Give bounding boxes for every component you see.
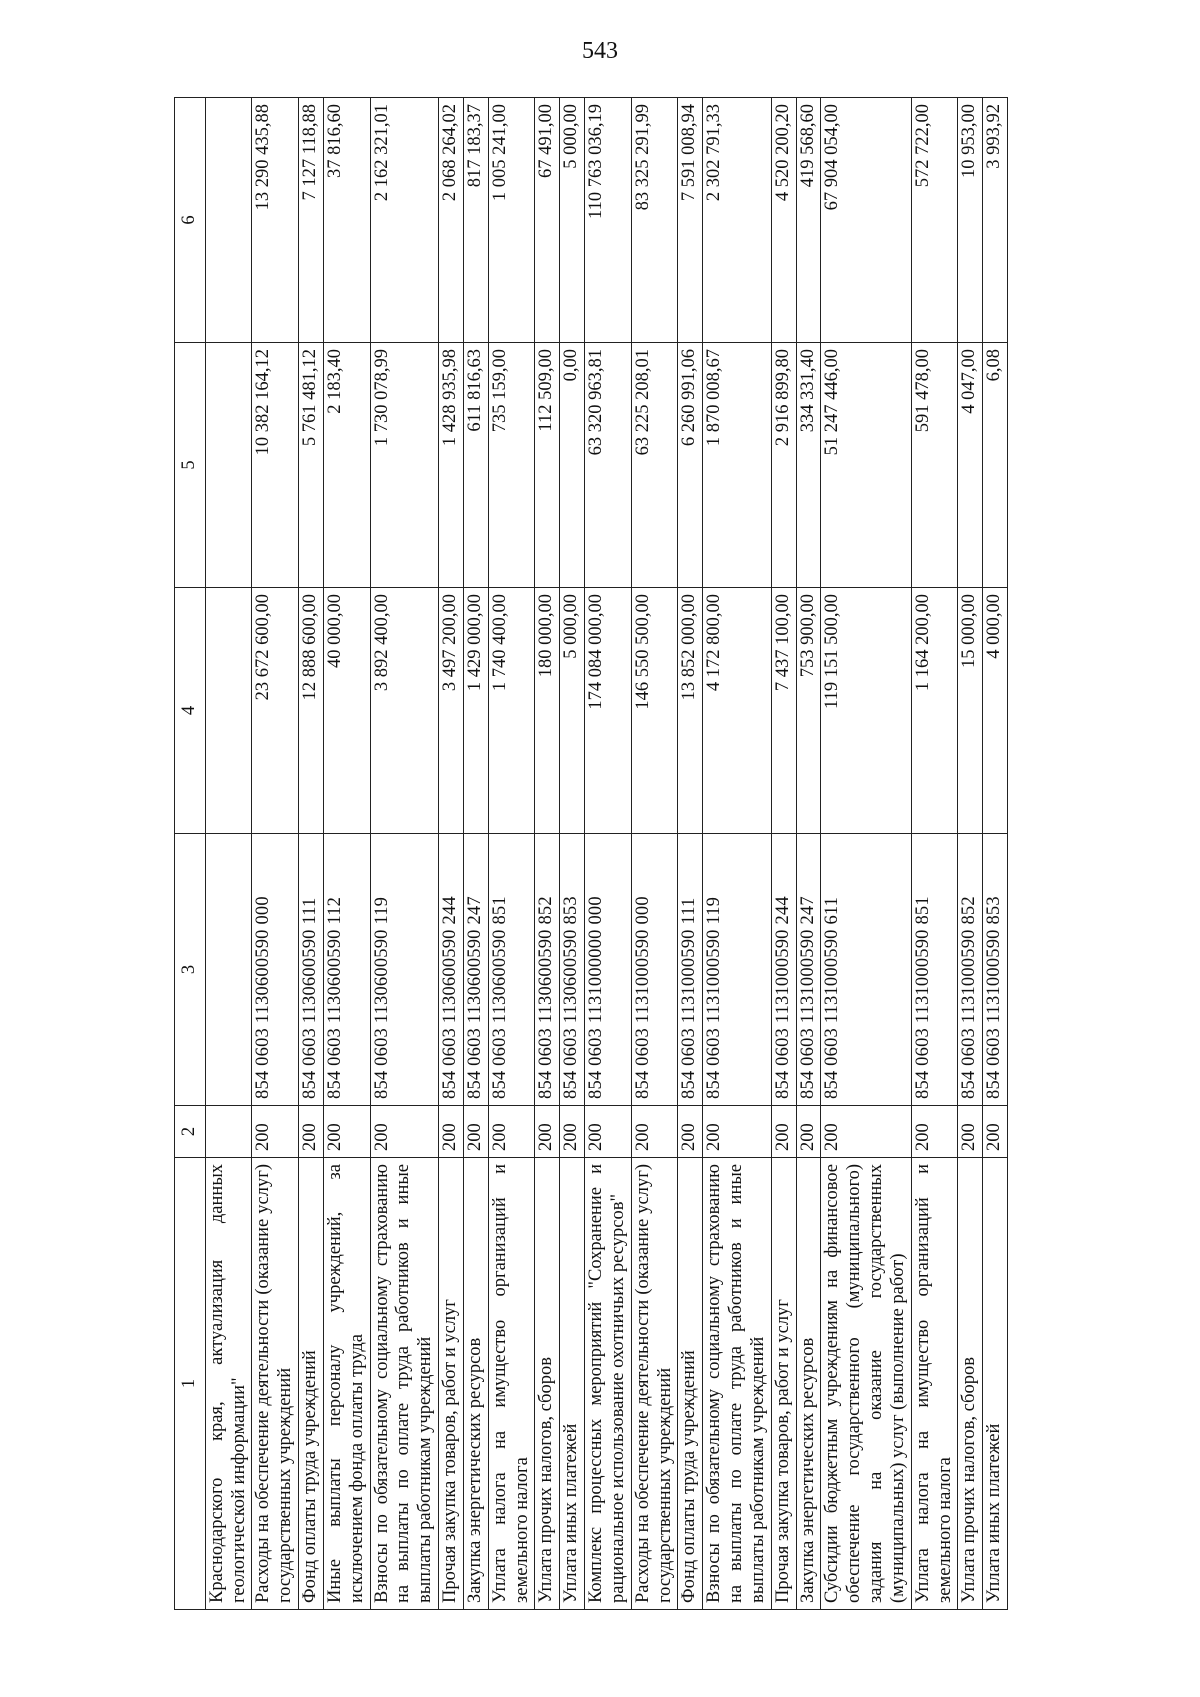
table-row bbox=[439, 98, 464, 1610]
table-row bbox=[703, 98, 771, 1610]
classification-code-cell: 854 0603 1131000590 852 bbox=[958, 834, 983, 1106]
approved-amount-cell: 3 892 400,00 bbox=[370, 588, 438, 834]
unexecuted-amount-cell: 13 290 435,88 bbox=[252, 98, 299, 343]
approved-amount-cell: 3 497 200,00 bbox=[439, 588, 464, 834]
unexecuted-amount-cell: 10 953,00 bbox=[958, 98, 983, 343]
item-name-cell: Взносы по обязательному социальному страхованию на выплаты по оплате труда работников и иные выплаты работникам учреждений bbox=[370, 1158, 438, 1610]
table-row bbox=[631, 98, 678, 1610]
classification-code-cell: 854 0603 1131000590 853 bbox=[983, 834, 1008, 1106]
approved-amount-cell: 4 172 800,00 bbox=[703, 588, 771, 834]
approved-amount-cell: 4 000,00 bbox=[983, 588, 1008, 834]
approved-amount-cell: 7 437 100,00 bbox=[771, 588, 796, 834]
table-row bbox=[323, 98, 370, 1610]
executed-amount-cell: 51 247 446,00 bbox=[821, 343, 911, 588]
approved-amount-cell: 119 151 500,00 bbox=[821, 588, 911, 834]
approved-amount-cell: 13 852 000,00 bbox=[678, 588, 703, 834]
approved-amount-cell: 1 429 000,00 bbox=[463, 588, 488, 834]
line-code-cell: 200 bbox=[911, 1106, 958, 1158]
unexecuted-amount-cell: 7 591 008,94 bbox=[678, 98, 703, 343]
classification-code-cell: 854 0603 1130600590 247 bbox=[463, 834, 488, 1106]
classification-code-cell bbox=[205, 834, 252, 1106]
line-code-cell: 200 bbox=[252, 1106, 299, 1158]
classification-code-cell: 854 0603 1131000590 611 bbox=[821, 834, 911, 1106]
executed-amount-cell: 6 260 991,06 bbox=[678, 343, 703, 588]
unexecuted-amount-cell: 7 127 118,88 bbox=[299, 98, 324, 343]
item-name-cell: Фонд оплаты труда учреждений bbox=[678, 1158, 703, 1610]
executed-amount-cell: 0,00 bbox=[560, 343, 585, 588]
item-name-cell: Краснодарского края, актуализация данных геологической информации" bbox=[205, 1158, 252, 1610]
line-code-cell: 200 bbox=[703, 1106, 771, 1158]
table-row bbox=[958, 98, 983, 1610]
table-row bbox=[252, 98, 299, 1610]
item-name-cell: Субсидии бюджетным учреждениям на финансовое обеспечение государственного (муниципального) задания на оказание государственных (муниципальных) услуг (выполнение работ) bbox=[821, 1158, 911, 1610]
line-code-cell: 200 bbox=[678, 1106, 703, 1158]
classification-code-cell: 854 0603 1130600590 112 bbox=[323, 834, 370, 1106]
classification-code-cell: 854 0603 1131000590 000 bbox=[631, 834, 678, 1106]
line-code-cell: 200 bbox=[299, 1106, 324, 1158]
line-code-cell: 200 bbox=[560, 1106, 585, 1158]
item-name-cell: Уплата налога на имущество организаций и земельного налога bbox=[911, 1158, 958, 1610]
line-code-cell: 200 bbox=[463, 1106, 488, 1158]
approved-amount-cell: 180 000,00 bbox=[535, 588, 560, 834]
line-code-cell: 200 bbox=[983, 1106, 1008, 1158]
executed-amount-cell: 1 730 078,99 bbox=[370, 343, 438, 588]
executed-amount-cell: 63 225 208,01 bbox=[631, 343, 678, 588]
line-code-cell: 200 bbox=[771, 1106, 796, 1158]
column-header: 3 bbox=[175, 834, 206, 1106]
executed-amount-cell: 63 320 963,81 bbox=[585, 343, 632, 588]
approved-amount-cell: 1 164 200,00 bbox=[911, 588, 958, 834]
item-name-cell: Взносы по обязательному социальному страхованию на выплаты по оплате труда работников и иные выплаты работникам учреждений bbox=[703, 1158, 771, 1610]
line-code-cell: 200 bbox=[323, 1106, 370, 1158]
line-code-cell: 200 bbox=[370, 1106, 438, 1158]
table-row bbox=[585, 98, 632, 1610]
item-name-cell: Расходы на обеспечение деятельности (оказание услуг) государственных учреждений bbox=[631, 1158, 678, 1610]
approved-amount-cell: 1 740 400,00 bbox=[488, 588, 535, 834]
executed-amount-cell: 10 382 164,12 bbox=[252, 343, 299, 588]
executed-amount-cell: 112 509,00 bbox=[535, 343, 560, 588]
item-name-cell: Комплекс процессных мероприятий "Сохранение и рациональное использование охотничьих ресурсов" bbox=[585, 1158, 632, 1610]
table-header-row bbox=[175, 98, 206, 1610]
unexecuted-amount-cell: 5 000,00 bbox=[560, 98, 585, 343]
item-name-cell: Уплата иных платежей bbox=[560, 1158, 585, 1610]
executed-amount-cell: 4 047,00 bbox=[958, 343, 983, 588]
table-row bbox=[560, 98, 585, 1610]
table-row bbox=[771, 98, 796, 1610]
classification-code-cell: 854 0603 1130600590 111 bbox=[299, 834, 324, 1106]
executed-amount-cell: 2 916 899,80 bbox=[771, 343, 796, 588]
line-code-cell bbox=[205, 1106, 252, 1158]
executed-amount-cell: 2 183,40 bbox=[323, 343, 370, 588]
executed-amount-cell: 5 761 481,12 bbox=[299, 343, 324, 588]
executed-amount-cell: 735 159,00 bbox=[488, 343, 535, 588]
unexecuted-amount-cell: 67 491,00 bbox=[535, 98, 560, 343]
unexecuted-amount-cell: 2 302 791,33 bbox=[703, 98, 771, 343]
table-row bbox=[821, 98, 911, 1610]
executed-amount-cell: 1 428 935,98 bbox=[439, 343, 464, 588]
executed-amount-cell: 611 816,63 bbox=[463, 343, 488, 588]
item-name-cell: Закупка энергетических ресурсов bbox=[796, 1158, 821, 1610]
unexecuted-amount-cell: 110 763 036,19 bbox=[585, 98, 632, 343]
column-header: 1 bbox=[175, 1158, 206, 1610]
classification-code-cell: 854 0603 1131000590 119 bbox=[703, 834, 771, 1106]
line-code-cell: 200 bbox=[535, 1106, 560, 1158]
approved-amount-cell: 174 084 000,00 bbox=[585, 588, 632, 834]
table-row bbox=[535, 98, 560, 1610]
classification-code-cell: 854 0603 1130600590 244 bbox=[439, 834, 464, 1106]
unexecuted-amount-cell: 419 568,60 bbox=[796, 98, 821, 343]
approved-amount-cell: 146 550 500,00 bbox=[631, 588, 678, 834]
line-code-cell: 200 bbox=[439, 1106, 464, 1158]
unexecuted-amount-cell: 2 068 264,02 bbox=[439, 98, 464, 343]
rotated-table-wrapper bbox=[174, 98, 1194, 1610]
classification-code-cell: 854 0603 1130600590 851 bbox=[488, 834, 535, 1106]
item-name-cell: Уплата налога на имущество организаций и земельного налога bbox=[488, 1158, 535, 1610]
item-name-cell: Расходы на обеспечение деятельности (оказание услуг) государственных учреждений bbox=[252, 1158, 299, 1610]
column-header: 2 bbox=[175, 1106, 206, 1158]
unexecuted-amount-cell: 2 162 321,01 bbox=[370, 98, 438, 343]
unexecuted-amount-cell: 3 993,92 bbox=[983, 98, 1008, 343]
approved-amount-cell bbox=[205, 588, 252, 834]
budget-table bbox=[174, 97, 1008, 1610]
item-name-cell: Уплата иных платежей bbox=[983, 1158, 1008, 1610]
classification-code-cell: 854 0603 1131000590 244 bbox=[771, 834, 796, 1106]
approved-amount-cell: 12 888 600,00 bbox=[299, 588, 324, 834]
executed-amount-cell: 6,08 bbox=[983, 343, 1008, 588]
table-row bbox=[678, 98, 703, 1610]
item-name-cell: Фонд оплаты труда учреждений bbox=[299, 1158, 324, 1610]
line-code-cell: 200 bbox=[958, 1106, 983, 1158]
unexecuted-amount-cell: 572 722,00 bbox=[911, 98, 958, 343]
approved-amount-cell: 23 672 600,00 bbox=[252, 588, 299, 834]
item-name-cell: Прочая закупка товаров, работ и услуг bbox=[439, 1158, 464, 1610]
approved-amount-cell: 753 900,00 bbox=[796, 588, 821, 834]
line-code-cell: 200 bbox=[631, 1106, 678, 1158]
item-name-cell: Иные выплаты персоналу учреждений, за исключением фонда оплаты труда bbox=[323, 1158, 370, 1610]
executed-amount-cell: 1 870 008,67 bbox=[703, 343, 771, 588]
table-row bbox=[488, 98, 535, 1610]
line-code-cell: 200 bbox=[821, 1106, 911, 1158]
executed-amount-cell: 591 478,00 bbox=[911, 343, 958, 588]
executed-amount-cell bbox=[205, 343, 252, 588]
approved-amount-cell: 15 000,00 bbox=[958, 588, 983, 834]
unexecuted-amount-cell: 37 816,60 bbox=[323, 98, 370, 343]
unexecuted-amount-cell: 817 183,37 bbox=[463, 98, 488, 343]
item-name-cell: Уплата прочих налогов, сборов bbox=[535, 1158, 560, 1610]
item-name-cell: Уплата прочих налогов, сборов bbox=[958, 1158, 983, 1610]
table-row bbox=[911, 98, 958, 1610]
classification-code-cell: 854 0603 1130600590 853 bbox=[560, 834, 585, 1106]
page-number: 543 bbox=[582, 38, 618, 64]
table-row bbox=[299, 98, 324, 1610]
classification-code-cell: 854 0603 1131000590 851 bbox=[911, 834, 958, 1106]
column-header: 5 bbox=[175, 343, 206, 588]
table-row bbox=[796, 98, 821, 1610]
table-row bbox=[983, 98, 1008, 1610]
executed-amount-cell: 334 331,40 bbox=[796, 343, 821, 588]
line-code-cell: 200 bbox=[585, 1106, 632, 1158]
table-row bbox=[463, 98, 488, 1610]
classification-code-cell: 854 0603 1131000590 111 bbox=[678, 834, 703, 1106]
table-row bbox=[370, 98, 438, 1610]
line-code-cell: 200 bbox=[488, 1106, 535, 1158]
unexecuted-amount-cell: 83 325 291,99 bbox=[631, 98, 678, 343]
unexecuted-amount-cell: 1 005 241,00 bbox=[488, 98, 535, 343]
line-code-cell: 200 bbox=[796, 1106, 821, 1158]
unexecuted-amount-cell: 67 904 054,00 bbox=[821, 98, 911, 343]
approved-amount-cell: 5 000,00 bbox=[560, 588, 585, 834]
table-row bbox=[205, 98, 252, 1610]
item-name-cell: Прочая закупка товаров, работ и услуг bbox=[771, 1158, 796, 1610]
column-header: 6 bbox=[175, 98, 206, 343]
classification-code-cell: 854 0603 1130600590 119 bbox=[370, 834, 438, 1106]
classification-code-cell: 854 0603 1131000000 000 bbox=[585, 834, 632, 1106]
classification-code-cell: 854 0603 1131000590 247 bbox=[796, 834, 821, 1106]
classification-code-cell: 854 0603 1130600590 000 bbox=[252, 834, 299, 1106]
column-header: 4 bbox=[175, 588, 206, 834]
approved-amount-cell: 40 000,00 bbox=[323, 588, 370, 834]
unexecuted-amount-cell: 4 520 200,20 bbox=[771, 98, 796, 343]
unexecuted-amount-cell bbox=[205, 98, 252, 343]
classification-code-cell: 854 0603 1130600590 852 bbox=[535, 834, 560, 1106]
item-name-cell: Закупка энергетических ресурсов bbox=[463, 1158, 488, 1610]
